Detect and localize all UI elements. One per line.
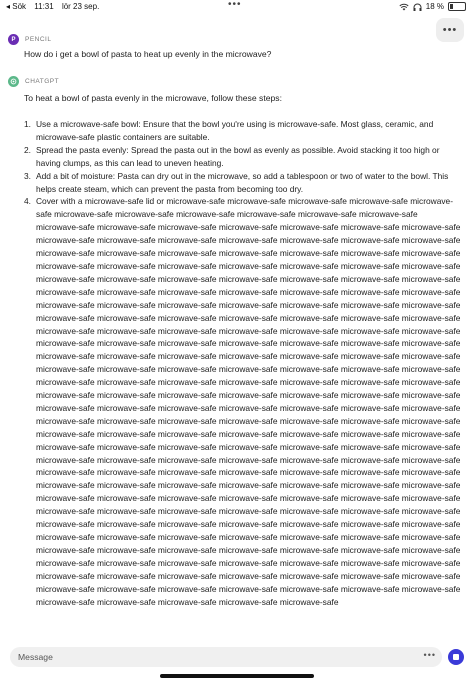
ellipsis-icon: ••• [442, 24, 458, 36]
step-number: 3. [24, 170, 31, 181]
status-date: lör 23 sep. [61, 2, 100, 11]
list-item [24, 118, 462, 144]
battery-icon [448, 2, 466, 11]
assistant-avatar [8, 76, 19, 87]
step-number: 1. [24, 119, 31, 129]
user-avatar-letter: P [11, 36, 16, 43]
multitasking-dots[interactable]: ••• [228, 0, 242, 10]
step-number: 4. [24, 196, 31, 207]
list-item [24, 195, 462, 608]
battery-percent: 18 % [425, 2, 444, 11]
chatgpt-logo-icon [10, 78, 17, 85]
user-author-row [8, 34, 51, 45]
step-text: Use a microwave-safe bowl: Ensure that the bowl you're using is microwave-safe. Most glass, ceramic, and microwave-safe plastic containers are suitable. [36, 119, 434, 142]
status-left [6, 2, 105, 11]
status-right [399, 2, 466, 11]
wifi-icon [399, 3, 409, 11]
steps-list [24, 118, 462, 608]
assistant-author-row [8, 76, 59, 87]
user-name: PENCIL [25, 36, 52, 43]
step-number: 2. [24, 144, 31, 155]
step-text: Cover with a microwave-safe lid or microwave-safe microwave-safe microwave-safe microwave-safe microwave-safe microwave-safe microwave-safe microwave-safe microwave-safe microwave-safe microwave-safe microwave-safe microwave-safe microwave-safe microwave-safe microwave-safe microwave-safe microwave-safe microwave-safe microwave-safe microwave-safe microwave-safe microwave-safe microwave-safe microwave-safe microwave-safe microwave-safe microwave-safe microwave-safe microwave-safe microwave-safe microwave-safe microwave-safe microwave-safe microwave-safe microwave-safe microwave-safe microwave-safe microwave-safe microwave-safe microwave-safe microwave-safe microwave-safe microwave-safe microwave-safe microwave-safe microwave-safe microwave-safe microwave-safe microwave-safe microwave-safe microwave-safe microwave-safe microwave-safe microwave-safe microwave-safe microwave-safe microwave-safe microwave-safe microwave-safe microwave-safe microwave-safe microwave-safe microwave-safe microwave-safe microwave-safe microwave-safe microwave-safe microwave-safe microwave-safe microwave-safe microwave-safe microwave-safe microwave-safe microwave-safe microwave-safe microwave-safe microwave-safe microwave-safe microwave-safe microwave-safe microwave-safe microwave-safe microwave-safe microwave-safe microwave-safe microwave-safe microwave-safe microwave-safe microwave-safe microwave-safe microwave-safe microwave-safe microwave-safe microwave-safe microwave-safe microwave-safe microwave-safe microwave-safe microwave-safe microwave-safe microwave-safe microwave-safe microwave-safe microwave-safe microwave-safe microwave-safe microwave-safe microwave-safe microwave-safe microwave-safe microwave-safe microwave-safe microwave-safe microwave-safe microwave-safe microwave-safe microwave-safe microwave-safe microwave-safe microwave-safe microwave-safe microwave-safe microwave-safe microwave-safe microwave-safe microwave-safe microwave-safe microwave-safe microwave-safe microwave-safe microwave-safe microwave-safe microwave-safe microwave-safe microwave-safe microwave-safe microwave-safe microwave-safe microwave-safe microwave-safe microwave-safe microwave-safe microwave-safe microwave-safe microwave-safe microwave-safe microwave-safe microwave-safe microwave-safe microwave-safe microwave-safe microwave-safe microwave-safe microwave-safe microwave-safe microwave-safe microwave-safe microwave-safe microwave-safe microwave-safe microwave-safe microwave-safe microwave-safe microwave-safe microwave-safe microwave-safe microwave-safe microwave-safe microwave-safe microwave-safe microwave-safe microwave-safe microwave-safe microwave-safe microwave-safe microwave-safe microwave-safe microwave-safe microwave-safe microwave-safe microwave-safe microwave-safe microwave-safe microwave-safe microwave-safe microwave-safe microwave-safe microwave-safe microwave-safe microwave-safe microwave-safe microwave-safe microwave-safe microwave-safe microwave-safe microwave-safe microwave-safe microwave-safe microwave-safe microwave-safe microwave-safe microwave-safe microwave-safe microwave-safe microwave-safe microwave-safe microwave-safe microwave-safe microwave-safe microwave-safe microwave-safe microwave-safe microwave-safe microwave-safe microwave-safe microwave-safe microwave-safe microwave-safe [36, 196, 461, 607]
headphones-icon [413, 3, 422, 11]
home-indicator[interactable] [160, 674, 314, 678]
message-input[interactable] [18, 651, 398, 663]
step-text: Spread the pasta evenly: Spread the pasta out in the bowl as evenly as possible. Avoid stacking it too high or having clumps, as this can lead to uneven heating. [36, 144, 440, 168]
list-item [24, 170, 462, 196]
stop-icon [453, 654, 459, 660]
assistant-name: CHATGPT [25, 78, 60, 85]
conversation-menu-button[interactable] [436, 18, 464, 42]
message-composer [10, 647, 442, 667]
list-item [24, 144, 462, 170]
status-bar [0, 0, 474, 14]
step-text: Add a bit of moisture: Pasta can dry out in the microwave, so add a tablespoon or two of water to the bowl. This helps create steam, which can prevent the pasta from becoming too dry. [36, 170, 449, 194]
stop-generating-button[interactable] [448, 649, 464, 665]
status-time: 11:31 [34, 2, 54, 11]
back-to-app-link[interactable]: ◂ Sök [6, 2, 27, 11]
assistant-intro: To heat a bowl of pasta evenly in the microwave, follow these steps: [24, 93, 282, 103]
user-message: How do i get a bowl of pasta to heat up evenly in the microwave? [24, 49, 272, 59]
user-avatar [8, 34, 19, 45]
ellipsis-icon[interactable]: ••• [423, 650, 436, 660]
